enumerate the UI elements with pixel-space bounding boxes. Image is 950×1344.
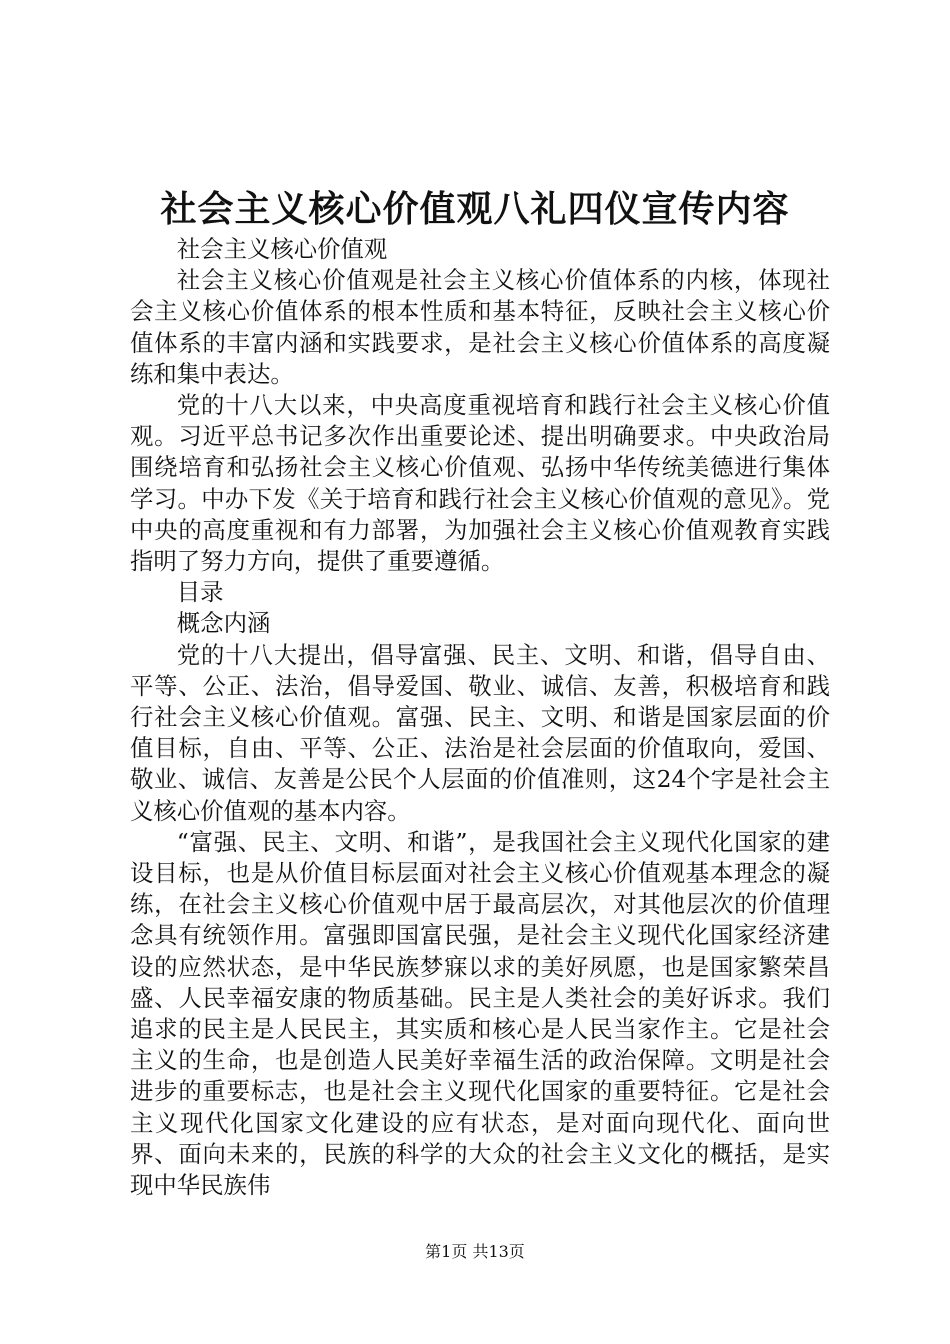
- page-footer: 第1页 共13页: [425, 1242, 525, 1261]
- paragraph-national-level: “富强、民主、文明、和谐”，是我国社会主义现代化国家的建设目标，也是从价值目标层面对社会主义核心价值观基本理念的凝练，在社会主义核心价值观中居于最高层次，对其他层次的价值理念具有统领作用。富强即国富民强，是社会主义现代化国家经济建设的应然状态，是中华民族梦寐以求的美好夙愿，也是国家繁荣昌盛、人民幸福安康的物质基础。民主是人类社会的美好诉求。我们追求的民主是人民民主，其实质和核心是人民当家作主。它是社会主义的生命，也是创造人民美好幸福生活的政治保障。文明是社会进步的重要标志，也是社会主义现代化国家的重要特征。它是社会主义现代化国家文化建设的应有状态，是对面向现代化、面向世界、面向未来的，民族的科学的大众的社会主义文化的概括，是实现中华民族伟: [130, 827, 830, 1200]
- document-body: [130, 234, 830, 1201]
- document-title: 社会主义核心价值观八礼四仪宣传内容: [160, 188, 790, 230]
- subheading-concept: 概念内涵: [176, 609, 271, 638]
- paragraph-definition: 社会主义核心价值观是社会主义核心价值体系的内核，体现社会主义核心价值体系的根本性质和基本特征，反映社会主义核心价值体系的丰富内涵和实践要求，是社会主义核心价值体系的高度凝练和集中表达。: [130, 266, 830, 388]
- subheading-core-values: 社会主义核心价值观: [176, 235, 388, 263]
- subheading-contents: 目录: [176, 578, 224, 607]
- paragraph-24-characters: 党的十八大提出，倡导富强、民主、文明、和谐，倡导自由、平等、公正、法治，倡导爱国、敬业、诚信、友善，积极培育和践行社会主义核心价值观。富强、民主、文明、和谐是国家层面的价值目标，自由、平等、公正、法治是社会层面的价值取向，爱国、敬业、诚信、友善是公民个人层面的价值准则，这24个字是社会主义核心价值观的基本内容。: [130, 640, 830, 825]
- paragraph-party-congress: 党的十八大以来，中央高度重视培育和践行社会主义核心价值观。习近平总书记多次作出重要论述、提出明确要求。中央政治局围绕培育和弘扬社会主义核心价值观、弘扬中华传统美德进行集体学习。中办下发《关于培育和践行社会主义核心价值观的意见》。党中央的高度重视和有力部署，为加强社会主义核心价值观教育实践指明了努力方向，提供了重要遵循。: [130, 391, 830, 576]
